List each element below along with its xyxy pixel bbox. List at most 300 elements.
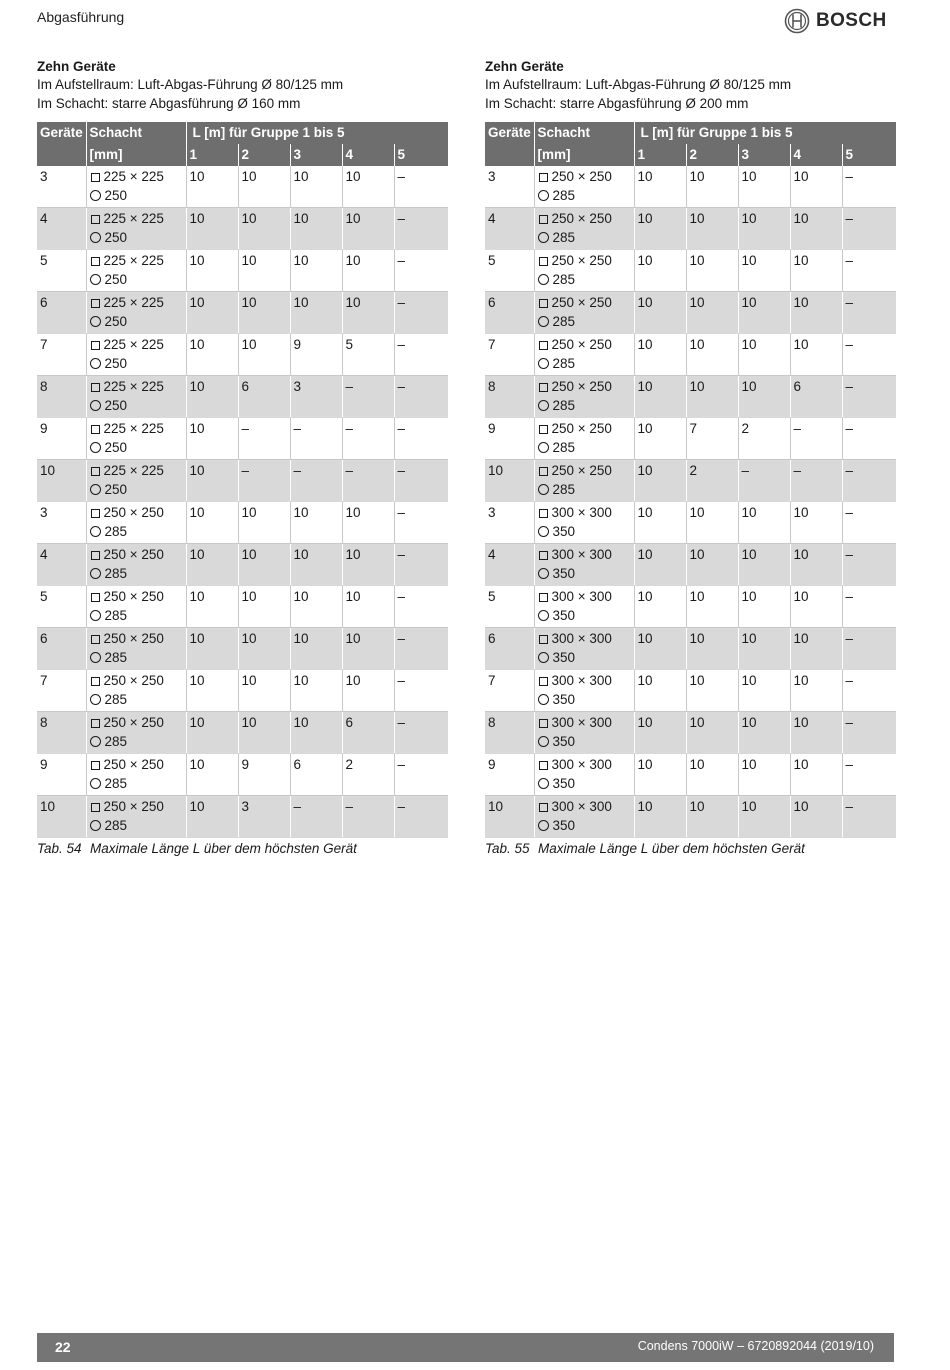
- cell-length-group-2: 10: [238, 628, 290, 670]
- table-row: [37, 292, 448, 334]
- cell-length-group-4: 10: [790, 670, 842, 712]
- round-shaft-line: [90, 355, 183, 374]
- cell-length-group-5: –: [842, 250, 896, 292]
- cell-length-group-5: –: [842, 460, 896, 502]
- round-shaft-icon: [538, 442, 549, 453]
- round-shaft-size: 285: [552, 481, 576, 497]
- round-shaft-size: 250: [104, 229, 128, 245]
- cell-length-group-2: 10: [238, 334, 290, 376]
- square-shaft-size: 300 × 300: [551, 757, 612, 772]
- header-empty: [485, 144, 534, 166]
- cell-length-group-1: 10: [186, 754, 238, 796]
- cell-length-group-5: –: [394, 754, 448, 796]
- square-shaft-size: 225 × 225: [103, 211, 164, 226]
- cell-length-group-2: 10: [238, 502, 290, 544]
- square-shaft-line: [538, 546, 631, 565]
- cell-schacht: [534, 166, 634, 208]
- square-shaft-line: [90, 798, 183, 817]
- square-shaft-icon: [539, 509, 548, 518]
- cell-length-group-3: 10: [738, 544, 790, 586]
- cell-geraete: 3: [37, 166, 86, 208]
- cell-length-group-3: –: [290, 796, 342, 838]
- table-row: [37, 754, 448, 796]
- square-shaft-size: 250 × 250: [551, 421, 612, 436]
- round-shaft-size: 350: [552, 649, 576, 665]
- cell-length-group-5: –: [842, 502, 896, 544]
- cell-length-group-3: 10: [738, 670, 790, 712]
- round-shaft-icon: [538, 274, 549, 285]
- cell-length-group-3: 10: [738, 334, 790, 376]
- square-shaft-line: [538, 252, 631, 271]
- round-shaft-size: 285: [104, 733, 128, 749]
- square-shaft-size: 300 × 300: [551, 799, 612, 814]
- cell-schacht: [534, 754, 634, 796]
- table-row: [485, 292, 896, 334]
- cell-length-group-2: 10: [238, 712, 290, 754]
- round-shaft-icon: [538, 652, 549, 663]
- round-shaft-icon: [538, 694, 549, 705]
- cell-length-group-3: 10: [738, 166, 790, 208]
- cell-length-group-2: 7: [686, 418, 738, 460]
- table-row: [485, 166, 896, 208]
- cell-length-group-2: 10: [686, 292, 738, 334]
- cell-schacht: [534, 334, 634, 376]
- square-shaft-icon: [539, 257, 548, 266]
- cell-length-group-3: 10: [290, 208, 342, 250]
- square-shaft-icon: [539, 551, 548, 560]
- cell-length-group-2: 10: [686, 712, 738, 754]
- square-shaft-icon: [91, 215, 100, 224]
- cell-length-group-5: –: [394, 712, 448, 754]
- cell-schacht: [86, 796, 186, 838]
- cell-length-group-5: –: [842, 628, 896, 670]
- cell-length-group-5: –: [842, 754, 896, 796]
- cell-length-group-1: 10: [186, 376, 238, 418]
- square-shaft-icon: [539, 425, 548, 434]
- cell-length-group-4: 10: [342, 670, 394, 712]
- round-shaft-size: 350: [552, 523, 576, 539]
- cell-geraete: 3: [485, 502, 534, 544]
- round-shaft-size: 285: [552, 271, 576, 287]
- square-shaft-size: 250 × 250: [103, 715, 164, 730]
- cell-geraete: 9: [485, 754, 534, 796]
- square-shaft-icon: [91, 635, 100, 644]
- cell-length-group-2: 10: [238, 166, 290, 208]
- square-shaft-icon: [539, 803, 548, 812]
- cell-length-group-5: –: [842, 712, 896, 754]
- round-shaft-icon: [538, 484, 549, 495]
- cell-length-group-1: 10: [634, 712, 686, 754]
- cell-length-group-5: –: [394, 292, 448, 334]
- cell-geraete: 7: [37, 670, 86, 712]
- cell-schacht: [86, 250, 186, 292]
- cell-length-group-4: 10: [790, 292, 842, 334]
- square-shaft-size: 250 × 250: [103, 547, 164, 562]
- square-shaft-size: 250 × 250: [551, 253, 612, 268]
- square-shaft-line: [538, 672, 631, 691]
- round-shaft-icon: [90, 736, 101, 747]
- cell-schacht: [86, 544, 186, 586]
- header-group-3: 3: [738, 144, 790, 166]
- cell-length-group-4: 10: [790, 796, 842, 838]
- cell-length-group-5: –: [394, 628, 448, 670]
- square-shaft-icon: [91, 719, 100, 728]
- cell-length-group-1: 10: [634, 796, 686, 838]
- square-shaft-size: 300 × 300: [551, 673, 612, 688]
- cell-length-group-2: 10: [686, 376, 738, 418]
- table-block: [485, 57, 896, 856]
- round-shaft-line: [538, 355, 631, 374]
- cell-schacht: [86, 502, 186, 544]
- header-group-1: 1: [186, 144, 238, 166]
- cell-geraete: 8: [485, 376, 534, 418]
- cell-geraete: 5: [485, 586, 534, 628]
- square-shaft-size: 250 × 250: [103, 589, 164, 604]
- cell-schacht: [534, 208, 634, 250]
- cell-length-group-1: 10: [186, 670, 238, 712]
- cell-length-group-4: 10: [790, 334, 842, 376]
- cell-length-group-2: 10: [238, 250, 290, 292]
- cell-length-group-1: 10: [634, 292, 686, 334]
- cell-length-group-3: 10: [738, 250, 790, 292]
- cell-length-group-1: 10: [634, 502, 686, 544]
- square-shaft-icon: [91, 593, 100, 602]
- round-shaft-icon: [538, 778, 549, 789]
- cell-schacht: [534, 712, 634, 754]
- table-row: [37, 586, 448, 628]
- cell-schacht: [86, 418, 186, 460]
- round-shaft-icon: [90, 274, 101, 285]
- page-number: 22: [55, 1339, 71, 1355]
- cell-length-group-4: 10: [790, 502, 842, 544]
- table-row: [37, 418, 448, 460]
- square-shaft-line: [90, 294, 183, 313]
- table-row: [37, 502, 448, 544]
- cell-length-group-5: –: [842, 166, 896, 208]
- cell-geraete: 10: [485, 796, 534, 838]
- section-title: Zehn Geräte: [485, 59, 564, 74]
- cell-length-group-1: 10: [186, 460, 238, 502]
- cell-schacht: [86, 292, 186, 334]
- table-row: [485, 460, 896, 502]
- round-shaft-icon: [538, 526, 549, 537]
- section-line-2: Im Schacht: starre Abgasführung Ø 200 mm: [485, 95, 749, 111]
- cell-length-group-1: 10: [186, 334, 238, 376]
- cell-length-group-1: 10: [186, 292, 238, 334]
- round-shaft-icon: [90, 316, 101, 327]
- round-shaft-line: [90, 649, 183, 668]
- cell-schacht: [534, 376, 634, 418]
- square-shaft-line: [538, 714, 631, 733]
- table-row: [37, 670, 448, 712]
- round-shaft-line: [538, 271, 631, 290]
- cell-length-group-2: 10: [686, 544, 738, 586]
- square-shaft-size: 250 × 250: [551, 211, 612, 226]
- cell-length-group-2: 10: [238, 586, 290, 628]
- round-shaft-line: [90, 775, 183, 794]
- cell-length-group-5: –: [394, 502, 448, 544]
- table-row: [37, 376, 448, 418]
- table-row: [485, 712, 896, 754]
- square-shaft-icon: [539, 173, 548, 182]
- brand-wordmark: BOSCH: [816, 10, 887, 31]
- cell-geraete: 10: [37, 460, 86, 502]
- round-shaft-line: [538, 817, 631, 836]
- round-shaft-line: [538, 481, 631, 500]
- square-shaft-line: [538, 588, 631, 607]
- cell-length-group-4: 10: [790, 208, 842, 250]
- round-shaft-line: [538, 649, 631, 668]
- cell-length-group-5: –: [394, 376, 448, 418]
- square-shaft-icon: [539, 761, 548, 770]
- round-shaft-line: [538, 187, 631, 206]
- square-shaft-size: 225 × 225: [103, 295, 164, 310]
- cell-length-group-4: 10: [342, 544, 394, 586]
- cell-length-group-5: –: [394, 460, 448, 502]
- header-row-2: [485, 144, 896, 166]
- square-shaft-line: [538, 294, 631, 313]
- round-shaft-icon: [538, 568, 549, 579]
- square-shaft-icon: [91, 257, 100, 266]
- cell-length-group-3: 10: [290, 586, 342, 628]
- cell-length-group-3: 10: [738, 376, 790, 418]
- cell-length-group-5: –: [394, 334, 448, 376]
- cell-length-group-5: –: [842, 418, 896, 460]
- round-shaft-size: 285: [104, 649, 128, 665]
- cell-length-group-4: 6: [342, 712, 394, 754]
- round-shaft-size: 250: [104, 271, 128, 287]
- cell-length-group-2: 10: [238, 670, 290, 712]
- round-shaft-line: [538, 313, 631, 332]
- header-row: [37, 122, 448, 144]
- round-shaft-line: [90, 817, 183, 836]
- square-shaft-icon: [91, 761, 100, 770]
- cell-schacht: [86, 460, 186, 502]
- cell-length-group-2: 10: [686, 502, 738, 544]
- round-shaft-icon: [538, 358, 549, 369]
- square-shaft-line: [538, 168, 631, 187]
- round-shaft-icon: [90, 526, 101, 537]
- header-empty: [37, 144, 86, 166]
- cell-length-group-3: 6: [290, 754, 342, 796]
- cell-schacht: [86, 670, 186, 712]
- table-row: [485, 544, 896, 586]
- caption-number: Tab. 54: [37, 841, 82, 856]
- square-shaft-icon: [91, 677, 100, 686]
- cell-length-group-1: 10: [634, 166, 686, 208]
- round-shaft-line: [538, 565, 631, 584]
- cell-length-group-1: 10: [634, 334, 686, 376]
- cell-length-group-1: 10: [186, 712, 238, 754]
- round-shaft-line: [90, 439, 183, 458]
- round-shaft-line: [90, 481, 183, 500]
- header-row-2: [37, 144, 448, 166]
- square-shaft-icon: [539, 467, 548, 476]
- cell-schacht: [534, 586, 634, 628]
- cell-length-group-4: 10: [790, 628, 842, 670]
- square-shaft-size: 300 × 300: [551, 547, 612, 562]
- cell-length-group-2: 10: [686, 208, 738, 250]
- round-shaft-icon: [90, 190, 101, 201]
- square-shaft-size: 250 × 250: [103, 799, 164, 814]
- cell-length-group-5: –: [394, 250, 448, 292]
- cell-geraete: 7: [37, 334, 86, 376]
- square-shaft-line: [90, 336, 183, 355]
- cell-length-group-2: 2: [686, 460, 738, 502]
- round-shaft-icon: [538, 820, 549, 831]
- square-shaft-icon: [91, 425, 100, 434]
- round-shaft-size: 350: [552, 775, 576, 791]
- table-row: [485, 586, 896, 628]
- header-geraete: Geräte: [37, 122, 86, 144]
- square-shaft-icon: [539, 383, 548, 392]
- cell-geraete: 4: [485, 208, 534, 250]
- header-group-4: 4: [342, 144, 394, 166]
- cell-geraete: 8: [37, 712, 86, 754]
- table-row: [485, 628, 896, 670]
- square-shaft-line: [538, 210, 631, 229]
- header-group-4: 4: [790, 144, 842, 166]
- cell-length-group-4: –: [342, 376, 394, 418]
- header-schacht: Schacht: [86, 122, 186, 144]
- square-shaft-line: [90, 672, 183, 691]
- table-row: [485, 670, 896, 712]
- header-row: [485, 122, 896, 144]
- cell-length-group-3: 10: [290, 502, 342, 544]
- cell-length-group-4: 6: [790, 376, 842, 418]
- round-shaft-size: 285: [552, 397, 576, 413]
- round-shaft-line: [90, 229, 183, 248]
- cell-geraete: 9: [485, 418, 534, 460]
- round-shaft-size: 285: [104, 565, 128, 581]
- cell-length-group-3: –: [738, 460, 790, 502]
- round-shaft-icon: [90, 358, 101, 369]
- square-shaft-icon: [539, 719, 548, 728]
- cell-length-group-5: –: [842, 376, 896, 418]
- cell-length-group-3: 9: [290, 334, 342, 376]
- round-shaft-line: [538, 691, 631, 710]
- cell-geraete: 3: [37, 502, 86, 544]
- cell-length-group-3: 10: [290, 544, 342, 586]
- section-line-2: Im Schacht: starre Abgasführung Ø 160 mm: [37, 95, 301, 111]
- cell-length-group-1: 10: [186, 418, 238, 460]
- cell-schacht: [86, 754, 186, 796]
- square-shaft-line: [90, 546, 183, 565]
- cell-length-group-1: 10: [186, 586, 238, 628]
- cell-length-group-3: –: [290, 460, 342, 502]
- round-shaft-line: [90, 397, 183, 416]
- cell-length-group-2: 10: [238, 544, 290, 586]
- cell-length-group-2: 10: [238, 208, 290, 250]
- square-shaft-size: 250 × 250: [551, 295, 612, 310]
- round-shaft-icon: [90, 232, 101, 243]
- header-group: L [m] für Gruppe 1 bis 5: [634, 122, 896, 144]
- cell-length-group-3: 10: [738, 586, 790, 628]
- square-shaft-size: 300 × 300: [551, 631, 612, 646]
- cell-length-group-1: 10: [186, 250, 238, 292]
- caption-text: Maximale Länge L über dem höchsten Gerät: [90, 841, 357, 856]
- round-shaft-line: [90, 271, 183, 290]
- table-row: [485, 334, 896, 376]
- cell-schacht: [86, 586, 186, 628]
- cell-geraete: 5: [37, 586, 86, 628]
- square-shaft-size: 250 × 250: [551, 337, 612, 352]
- square-shaft-icon: [91, 803, 100, 812]
- square-shaft-icon: [539, 593, 548, 602]
- length-table: [37, 122, 448, 838]
- square-shaft-size: 225 × 225: [103, 253, 164, 268]
- cell-length-group-2: 10: [686, 166, 738, 208]
- cell-length-group-4: 10: [790, 250, 842, 292]
- round-shaft-size: 250: [104, 481, 128, 497]
- round-shaft-size: 285: [104, 691, 128, 707]
- square-shaft-line: [538, 756, 631, 775]
- round-shaft-line: [90, 313, 183, 332]
- round-shaft-line: [538, 607, 631, 626]
- cell-length-group-3: 10: [738, 292, 790, 334]
- cell-length-group-2: 10: [686, 628, 738, 670]
- round-shaft-icon: [538, 190, 549, 201]
- cell-length-group-1: 10: [634, 376, 686, 418]
- cell-length-group-4: 10: [342, 292, 394, 334]
- table-row: [485, 376, 896, 418]
- bosch-logo: [784, 7, 887, 35]
- cell-length-group-2: 10: [686, 796, 738, 838]
- round-shaft-icon: [90, 694, 101, 705]
- cell-length-group-1: 10: [634, 754, 686, 796]
- cell-length-group-5: –: [394, 796, 448, 838]
- cell-length-group-4: 10: [342, 586, 394, 628]
- round-shaft-size: 285: [552, 439, 576, 455]
- round-shaft-icon: [90, 400, 101, 411]
- table-row: [37, 628, 448, 670]
- cell-schacht: [86, 628, 186, 670]
- cell-length-group-4: 5: [342, 334, 394, 376]
- square-shaft-icon: [539, 677, 548, 686]
- cell-length-group-1: 10: [634, 418, 686, 460]
- cell-length-group-3: 10: [738, 796, 790, 838]
- round-shaft-size: 350: [552, 817, 576, 833]
- round-shaft-line: [538, 733, 631, 752]
- round-shaft-size: 350: [552, 607, 576, 623]
- square-shaft-size: 300 × 300: [551, 505, 612, 520]
- round-shaft-size: 285: [552, 187, 576, 203]
- cell-length-group-4: 10: [790, 586, 842, 628]
- header-unit: [mm]: [534, 144, 634, 166]
- cell-length-group-4: 10: [342, 208, 394, 250]
- round-shaft-line: [538, 523, 631, 542]
- cell-schacht: [534, 628, 634, 670]
- round-shaft-icon: [90, 652, 101, 663]
- table-row: [485, 418, 896, 460]
- length-table: [485, 122, 896, 838]
- round-shaft-size: 250: [104, 313, 128, 329]
- section-line-1: Im Aufstellraum: Luft-Abgas-Führung Ø 80/125 mm: [37, 77, 344, 92]
- header-group-5: 5: [842, 144, 896, 166]
- round-shaft-line: [90, 691, 183, 710]
- cell-length-group-3: 10: [290, 292, 342, 334]
- square-shaft-line: [538, 504, 631, 523]
- round-shaft-line: [90, 187, 183, 206]
- square-shaft-icon: [539, 635, 548, 644]
- cell-length-group-5: –: [842, 292, 896, 334]
- square-shaft-line: [90, 462, 183, 481]
- cell-length-group-2: 10: [686, 586, 738, 628]
- cell-length-group-4: 2: [342, 754, 394, 796]
- cell-length-group-1: 10: [634, 460, 686, 502]
- round-shaft-size: 350: [552, 565, 576, 581]
- round-shaft-line: [538, 229, 631, 248]
